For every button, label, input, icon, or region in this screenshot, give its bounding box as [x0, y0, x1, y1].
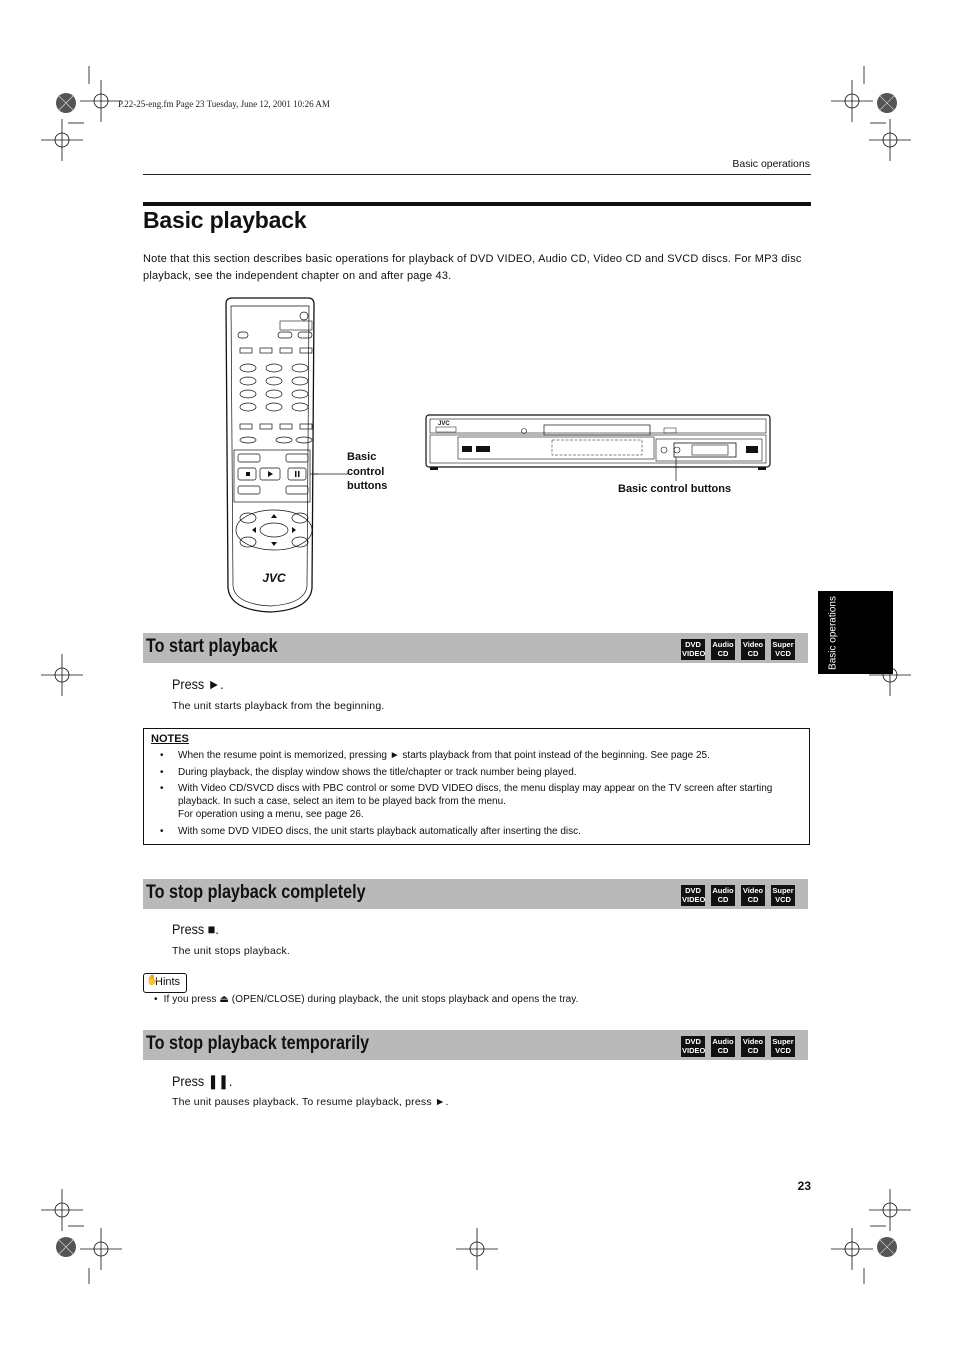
super-vcd-badge: Super VCD	[771, 639, 795, 660]
dvd-player-illustration	[422, 413, 774, 483]
disc-badges	[681, 1036, 795, 1057]
audio-cd-badge: Audio CD	[711, 1036, 735, 1057]
intro-paragraph: Note that this section describes basic operations for playback of DVD VIDEO, Audio CD, Video CD and SVCD discs. For MP3 disc playback, see the independent chapter on and after page 43.	[143, 253, 802, 282]
remote-control-illustration	[222, 296, 318, 616]
remote-callout-line-2: control	[347, 465, 385, 478]
note-item: • With Video CD/SVCD discs with PBC control or some DVD VIDEO discs, the menu display may appear on the TV screen after starting playback. In such a case, select an item to be played back from the menu. For operation using a menu, see page 26.	[158, 782, 808, 821]
note-item: • When the resume point is memorized, pressing ► starts playback from that point instead of the beginning. See page 25.	[158, 749, 808, 762]
title-rule	[143, 202, 811, 206]
dvd-video-badge: DVD VIDEO	[681, 885, 705, 906]
notes-title: NOTES	[151, 733, 189, 745]
header-rule	[143, 174, 811, 175]
disc-badges	[681, 639, 795, 660]
pause-description: The unit pauses playback. To resume playback, press ►.	[172, 1096, 449, 1108]
stop-description: The unit stops playback.	[172, 945, 291, 957]
super-vcd-badge: Super VCD	[771, 885, 795, 906]
section-title-start: To start playback	[146, 636, 278, 657]
page-number: 23	[797, 1179, 811, 1193]
remote-callout-line-3: buttons	[347, 480, 388, 492]
video-cd-badge: Video CD	[741, 1036, 765, 1057]
video-cd-badge: Video CD	[741, 885, 765, 906]
remote-callout-leader	[310, 460, 350, 490]
disc-badges	[681, 885, 795, 906]
player-callout: Basic control buttons	[618, 483, 732, 495]
notes-list	[158, 749, 808, 841]
press-pause-instruction: Press ❚❚.	[172, 1073, 233, 1089]
remote-callout-line-1: Basic	[347, 451, 377, 463]
video-cd-badge: Video CD	[741, 639, 765, 660]
section-start-playback	[143, 633, 808, 663]
press-play-instruction: Press ►.	[172, 676, 224, 692]
side-tab-label: Basic operations	[827, 595, 839, 670]
page-title: Basic playback	[143, 207, 307, 233]
running-head: Basic operations	[732, 158, 810, 170]
player-brand-logo: JVC	[438, 421, 450, 427]
section-title-pause: To stop playback temporarily	[146, 1033, 370, 1054]
hints-label-text: Hints	[155, 976, 181, 988]
super-vcd-badge: Super VCD	[771, 1036, 795, 1057]
note-item: • With some DVD VIDEO discs, the unit starts playback automatically after inserting the disc.	[158, 825, 808, 838]
hints-label	[143, 973, 187, 993]
dvd-video-badge: DVD VIDEO	[681, 639, 705, 660]
section-stop-playback	[143, 879, 808, 909]
press-stop-instruction: Press ■.	[172, 921, 219, 937]
audio-cd-badge: Audio CD	[711, 639, 735, 660]
hand-icon: ✋	[146, 975, 159, 986]
chapter-side-tab	[818, 591, 893, 674]
section-title-stop: To stop playback completely	[146, 882, 366, 903]
dvd-video-badge: DVD VIDEO	[681, 1036, 705, 1057]
remote-brand-logo: JVC	[262, 571, 286, 585]
print-slug: P.22-25-eng.fm Page 23 Tuesday, June 12, 2001 10:26 AM	[118, 99, 330, 109]
hint-item: • If you press ⏏ (OPEN/CLOSE) during playback, the unit stops playback and opens the tray.	[154, 994, 579, 1005]
notes-box	[143, 728, 810, 845]
audio-cd-badge: Audio CD	[711, 885, 735, 906]
section-pause-playback	[143, 1030, 808, 1060]
remote-callout	[347, 450, 387, 494]
start-description: The unit starts playback from the beginning.	[172, 700, 385, 712]
note-item: • During playback, the display window shows the title/chapter or track number being played.	[158, 766, 808, 779]
